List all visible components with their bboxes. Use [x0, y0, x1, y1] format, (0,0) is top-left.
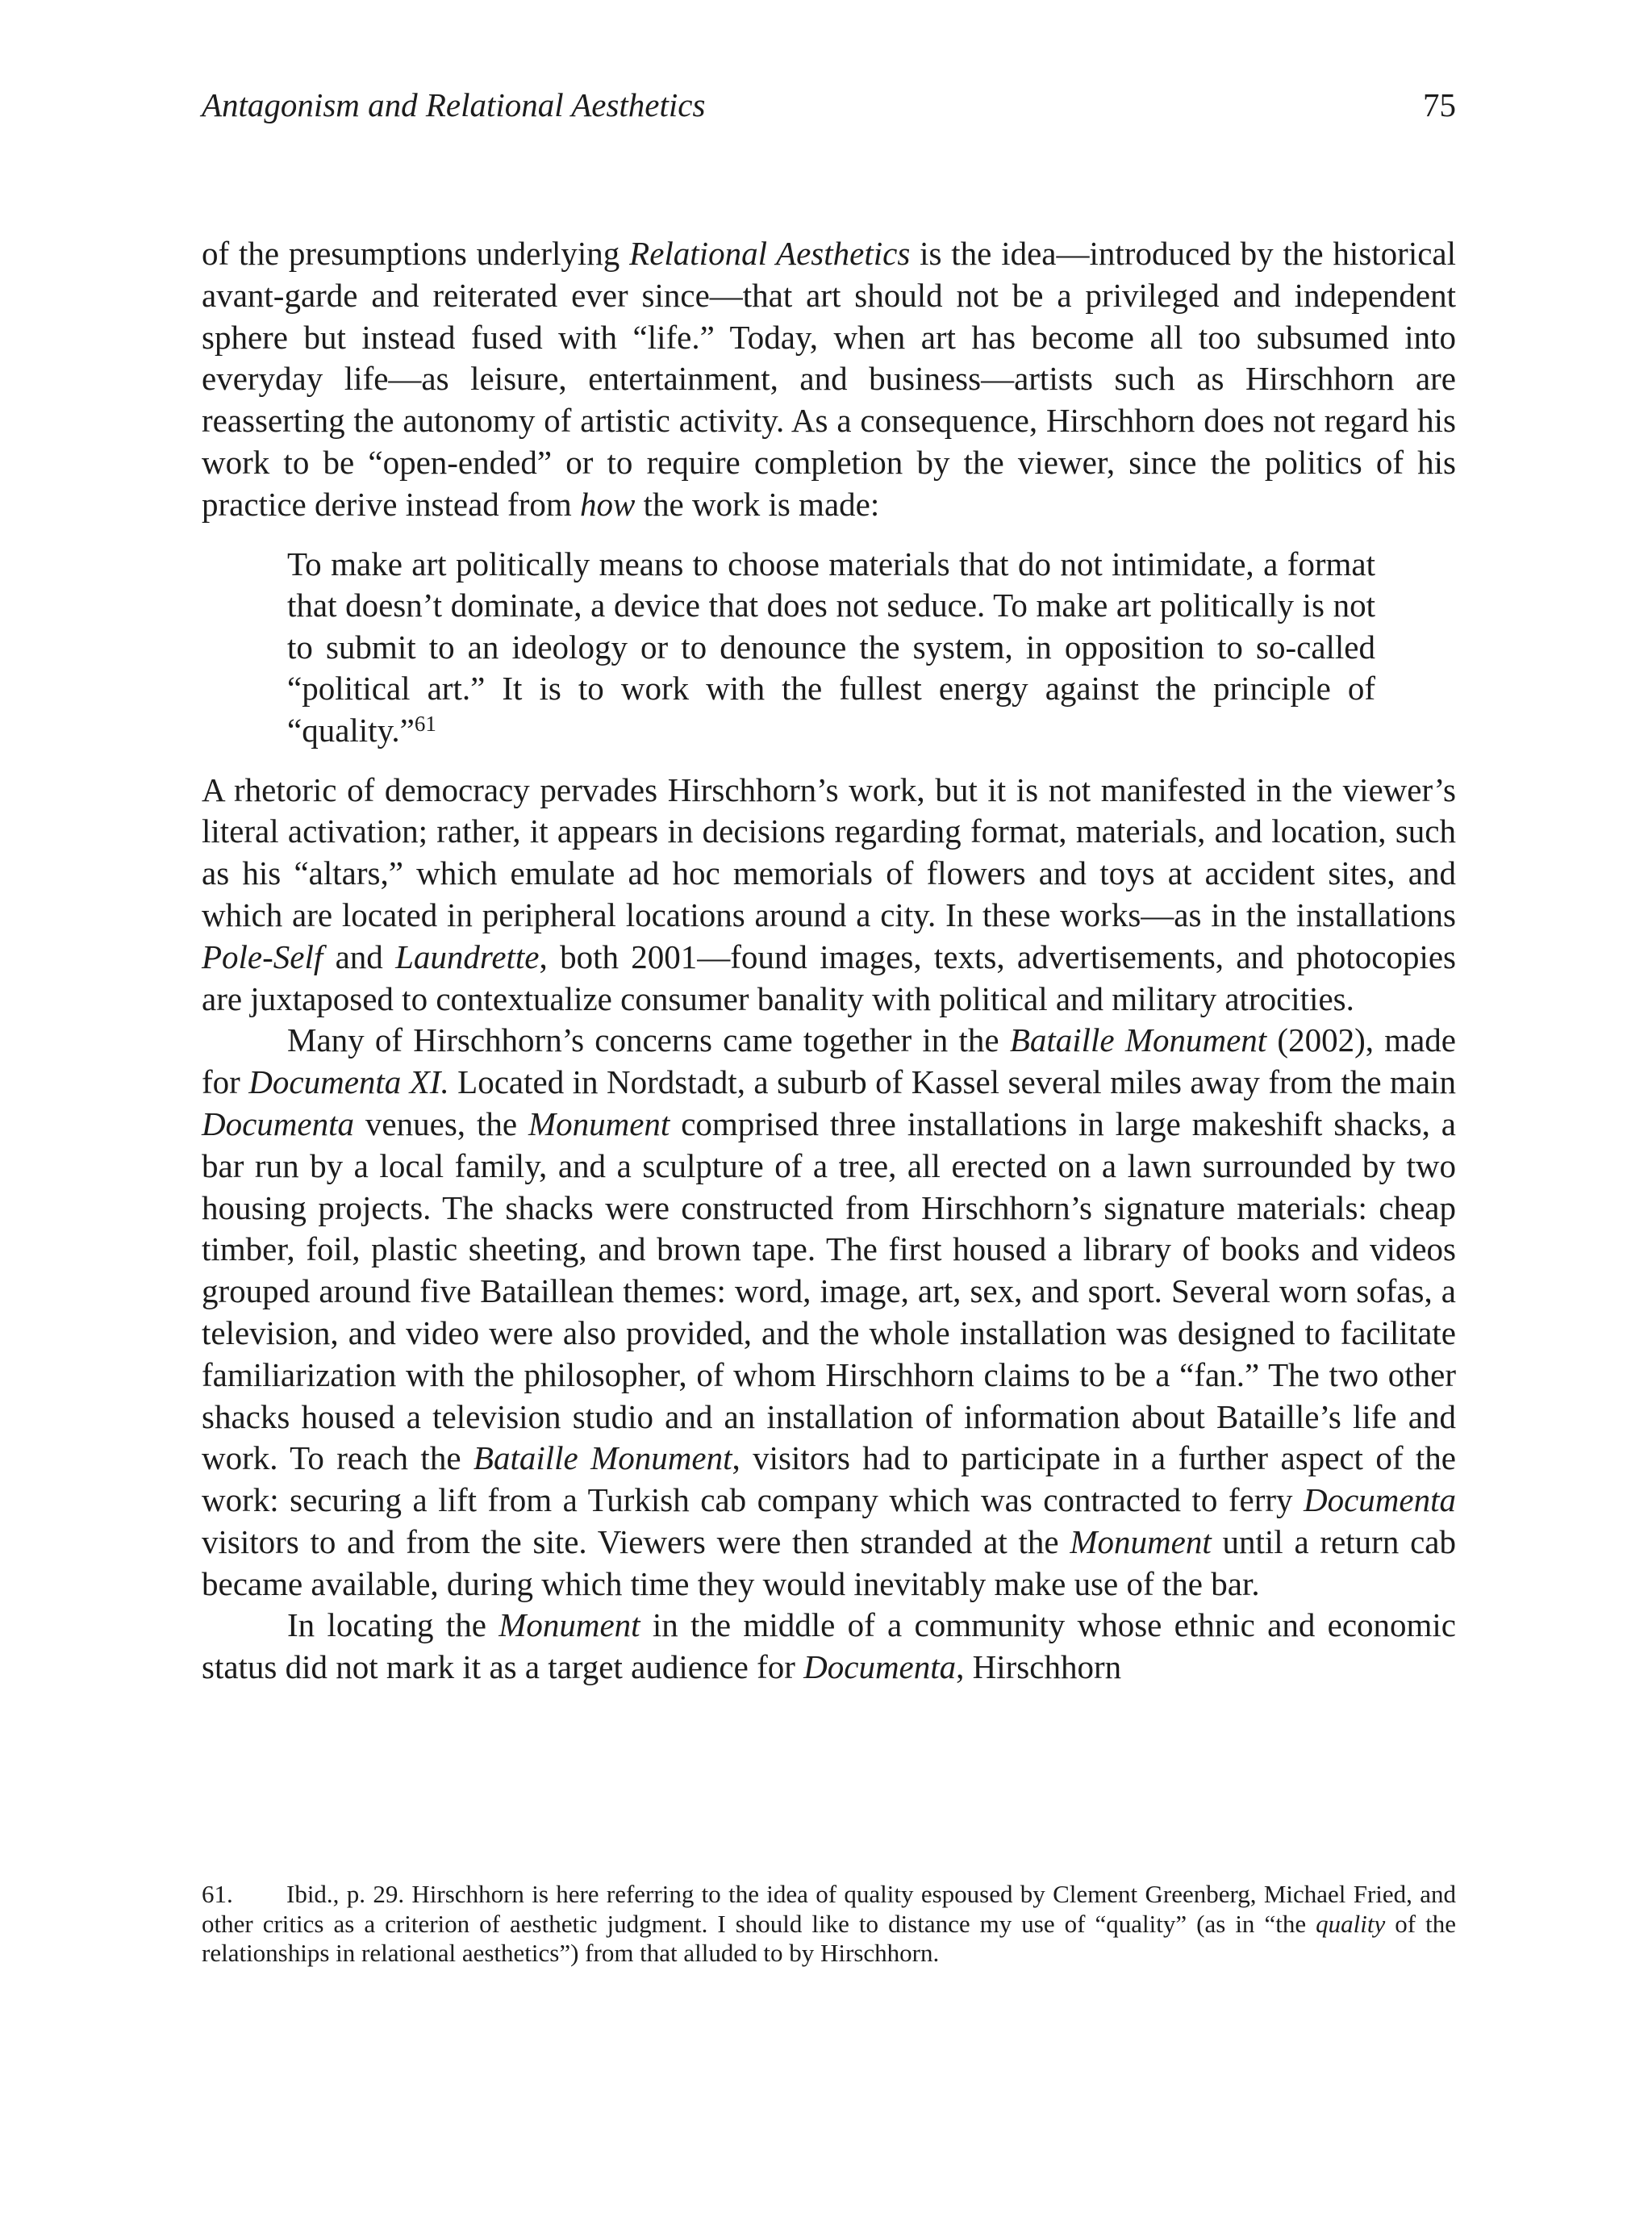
paragraph-4-text-1: In locating the [287, 1606, 499, 1644]
paragraph-3-text-2: (2002), made for [202, 1021, 1456, 1101]
paragraph-3-text-6: , visitors had to participate in a further aspect of the work: securing a lift from a Turkish cab company which was contracted to ferry [202, 1439, 1456, 1519]
title-monument: Monument [528, 1104, 670, 1142]
title-bataille-monument: Bataille Monument [1009, 1021, 1267, 1059]
title-laundrette: Laundrette [395, 937, 540, 975]
paragraph-2-text-2: and [323, 937, 396, 975]
paragraph-2-text-1: A rhetoric of democracy pervades Hirschhorn’s work, but it is not manifested in the viewer’s literal activation; rather, it appears in decisions regarding format, materials, and location, such as his “altars,” which emulate ad hoc memorials of flowers and toys at accident sites, and which are located in peripheral locations around a city. In these works—as in the installations [202, 770, 1456, 933]
paragraph-2 [202, 770, 1456, 1021]
title-documenta: Documenta [1303, 1481, 1456, 1519]
paragraph-2-text-3: , both 2001—found images, texts, advertisements, and photocopies are juxtaposed to contextualize consumer banality with political and military atrocities. [202, 937, 1456, 1017]
body-text [202, 233, 1456, 1689]
page-number: 75 [1423, 86, 1456, 123]
title-pole-self: Pole-Self [202, 937, 323, 975]
running-title: Antagonism and Relational Aesthetics [202, 86, 706, 123]
footnote-text-1: Ibid., p. 29. Hirschhorn is here referring to the idea of quality espoused by Clement Greenberg, Michael Fried, and other critics as a criterion of aesthetic judgment. I should like to distance my use of “quality” (as in “the [202, 1880, 1456, 1938]
paragraph-3-text-8: until a return cab became available, during which time they would inevitably make use of the bar. [202, 1522, 1456, 1602]
paragraph-4-text-3: , Hirschhorn [956, 1648, 1122, 1686]
emphasis-quality: quality [1316, 1909, 1386, 1938]
footnote-number: 61. [202, 1880, 233, 1908]
paragraph-3-text-4: venues, the [354, 1104, 528, 1142]
footnotes [202, 1880, 1456, 1969]
title-relational-aesthetics: Relational Aesthetics [629, 235, 911, 272]
footnote-text-2: of the relationships in relational aesthetics”) from that alluded to by Hirschhorn. [202, 1909, 1456, 1967]
paragraph-1-text-2: is the idea—introduced by the historical avant-garde and reiterated ever since—that art should not be a privileged and independent sphere but instead fused with “life.” Today, when art has become all too subsumed into everyday life—as leisure, entertainment, and business—artists such as Hirschhorn are reasserting the autonomy of artistic activity. As a consequence, Hirschhorn does not regard his work to be “open-ended” or to require completion by the viewer, since the politics of his practice derive instead from [202, 235, 1456, 523]
block-quote-text: To make art politically means to choose materials that do not intimidate, a format that doesn’t dominate, a device that does not seduce. To make art politically is not to submit to an ideology or to denounce the system, in opposition to so-called “political art.” It is to work with the fullest energy against the principle of “quality.” [287, 545, 1375, 749]
paragraph-1-text-3: the work is made: [635, 485, 880, 523]
title-documenta-xi: Documenta XI. [248, 1063, 449, 1101]
title-documenta: Documenta [803, 1648, 957, 1686]
book-page [202, 0, 1456, 2234]
paragraph-3-text-1: Many of Hirschhorn’s concerns came together in the [287, 1021, 1010, 1059]
paragraph-4-text-2: in the middle of a community whose ethnic and economic status did not mark it as a target audience for [202, 1606, 1456, 1686]
emphasis-how: how [580, 485, 636, 523]
title-documenta: Documenta [202, 1104, 355, 1142]
paragraph-4 [202, 1605, 1456, 1689]
title-monument: Monument [1070, 1522, 1212, 1560]
paragraph-1-text-1: of the presumptions underlying [202, 235, 630, 272]
paragraph-3-text-5: comprised three installations in large makeshift shacks, a bar run by a local family, and a sculpture of a tree, all erected on a lawn surrounded by two housing projects. The shacks were constructed from Hirschhorn’s signature materials: cheap timber, foil, plastic sheeting, and brown tape. The first housed a library of books and videos grouped around five Bataillean themes: word, image, art, sex, and sport. Several worn sofas, a television, and video were also provided, and the whole installation was designed to facilitate familiarization with the philosopher, of whom Hirschhorn claims to be a “fan.” The two other shacks housed a television studio and an installation of information about Bataille’s life and work. To reach the [202, 1104, 1456, 1477]
title-bataille-monument: Bataille Monument [473, 1439, 732, 1477]
paragraph-3 [202, 1020, 1456, 1605]
block-quote [287, 544, 1375, 752]
paragraph-3-text-3: Located in Nordstadt, a suburb of Kassel several miles away from the main [448, 1063, 1457, 1101]
running-head [202, 81, 1456, 129]
paragraph-1 [202, 233, 1456, 526]
footnote-reference-61[interactable]: 61 [414, 711, 436, 736]
footnote-61 [202, 1880, 1456, 1969]
title-monument: Monument [499, 1606, 640, 1644]
paragraph-3-text-7: visitors to and from the site. Viewers were then stranded at the [202, 1522, 1070, 1560]
